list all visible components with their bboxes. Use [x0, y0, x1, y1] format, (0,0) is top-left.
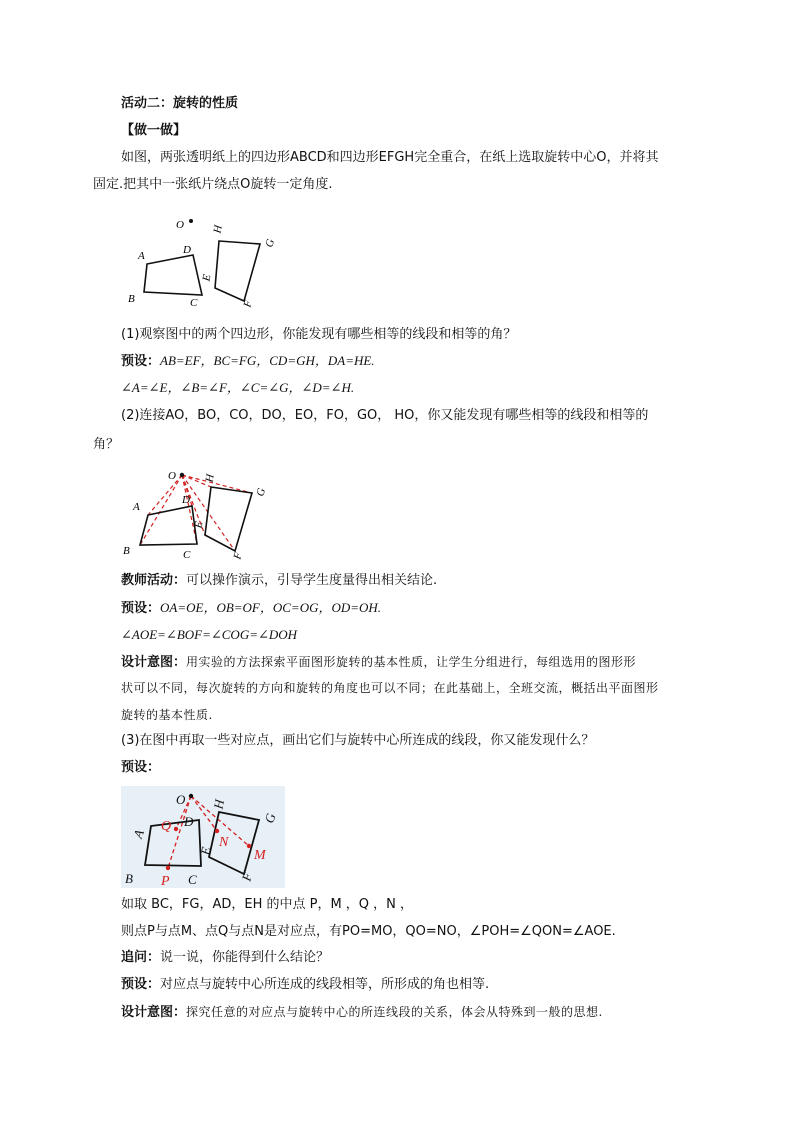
point-q [174, 827, 178, 831]
q3-question: (3)在图中再取一些对应点，画出它们与旋转中心所连成的线段，你又能发现什么？ [121, 733, 595, 748]
q2-angles: ∠AOE=∠BOF=∠COG=∠DOH [121, 627, 298, 642]
figure-2-connections [120, 465, 280, 565]
label-c: C [190, 297, 198, 309]
label-n: N [219, 835, 229, 850]
label-m: M [254, 848, 266, 863]
label-h: H [203, 473, 217, 484]
q1-preset [121, 351, 375, 372]
point-o [189, 794, 193, 798]
q3-preset2 [121, 975, 489, 995]
q1-question: (1)观察图中的两个四边形，你能发现有哪些相等的线段和相等的角？ [121, 327, 517, 342]
q2-design-label: 设计意图： [121, 655, 187, 670]
q2-question-line-1: (2)连接AO，BO，CO，DO，EO，FO，GO， HO，你又能发现有哪些相等的线段和相等的 [121, 408, 649, 423]
label-f: F [231, 551, 245, 561]
q3-followup [121, 948, 329, 968]
label-g: G [254, 486, 269, 498]
q2-teacher-text: 可以操作演示，引导学生度量得出相关结论. [186, 573, 438, 588]
label-e: E [200, 273, 214, 283]
label-f: F [241, 299, 255, 309]
label-d: D [182, 494, 190, 506]
q2-design-line-1 [121, 652, 636, 673]
intro-line-2: 固定.把其中一张纸片绕点O旋转一定角度. [93, 177, 333, 192]
label-c: C [183, 549, 191, 561]
label-g: G [261, 811, 279, 825]
q2-teacher-label: 教师活动： [121, 573, 187, 588]
q2-design-text-1: 用实验的方法探索平面图形旋转的基本性质，让学生分组进行，每组选用的图形形 [186, 655, 637, 669]
quad-efgh [205, 487, 252, 551]
label-a: A [133, 501, 140, 513]
q3-example-line-2: 则点P与点M、点Q与点N是对应点，有PO=MO，QO=NO，∠POH=∠QON=∠AOE. [121, 924, 616, 939]
figure-1-quadrilaterals [120, 212, 290, 312]
point-o [180, 473, 184, 477]
activity-subheading: 【做一做】 [121, 123, 187, 138]
point-m [247, 844, 251, 848]
figure-3-background [121, 786, 285, 888]
label-a: A [130, 827, 147, 841]
label-p: P [161, 874, 170, 888]
q2-preset-text: OA=OE，OB=OF，OC=OG，OD=OH. [160, 600, 382, 615]
q2-design-line-3: 旋转的基本性质. [121, 708, 213, 722]
label-e: E [197, 845, 214, 857]
activity-title: 活动二：旋转的性质 [121, 96, 239, 111]
point-n [215, 829, 219, 833]
q3-example-line-1: 如取 BC，FG，AD，EH 的中点 P，M ，Q ，N ， [121, 897, 414, 912]
q3-followup-label: 追问： [121, 950, 161, 965]
q2-question-line-2: 角？ [93, 437, 120, 452]
label-b: B [123, 545, 130, 557]
label-o: O [176, 792, 186, 807]
label-c: C [188, 872, 197, 887]
intro-line-1: 如图，两张透明纸上的四边形ABCD和四边形EFGH完全重合，在纸上选取旋转中心O，并将其 [121, 150, 659, 165]
quad-efgh [215, 241, 260, 301]
label-d: D [184, 814, 194, 829]
q1-preset-label: 预设： [121, 354, 161, 369]
label-q: Q [161, 819, 172, 834]
q3-preset2-text: 对应点与旋转中心所连成的线段相等，所形成的角也相等. [160, 977, 490, 992]
label-a: A [138, 250, 145, 262]
quad-abcd [144, 255, 202, 295]
q1-angles: ∠A=∠E，∠B=∠F，∠C=∠G，∠D=∠H. [121, 380, 355, 395]
label-e: E [192, 520, 206, 530]
label-b: B [128, 293, 135, 305]
point-p [166, 866, 170, 870]
q3-design-label: 设计意图： [121, 1005, 187, 1020]
label-g: G [263, 237, 278, 249]
q2-preset [121, 598, 381, 619]
q3-preset-label: 预设： [121, 760, 161, 775]
label-h: H [210, 798, 228, 811]
figure-3-midpoints [121, 786, 285, 888]
q2-design-line-2: 状可以不同，每次旋转的方向和旋转的角度也可以不同；在此基础上，全班交流，概括出平面图形 [121, 681, 659, 695]
q3-followup-text: 说一说，你能得到什么结论？ [160, 950, 330, 965]
label-f: F [238, 871, 256, 883]
label-o: O [176, 219, 184, 231]
q3-design [121, 1002, 603, 1023]
label-h: H [211, 224, 225, 235]
q3-design-text: 探究任意的对应点与旋转中心的所连线段的关系，体会从特殊到一般的思想. [186, 1005, 603, 1019]
q1-preset-text: AB=EF，BC=FG，CD=GH，DA=HE. [160, 353, 375, 368]
point-o [189, 219, 193, 223]
label-o: O [168, 470, 176, 482]
label-d: D [183, 244, 191, 256]
q2-preset-label: 预设： [121, 601, 161, 616]
q3-preset2-label: 预设： [121, 977, 161, 992]
label-b: B [125, 871, 133, 886]
quad-abcd [140, 506, 197, 545]
q2-teacher [121, 571, 437, 591]
